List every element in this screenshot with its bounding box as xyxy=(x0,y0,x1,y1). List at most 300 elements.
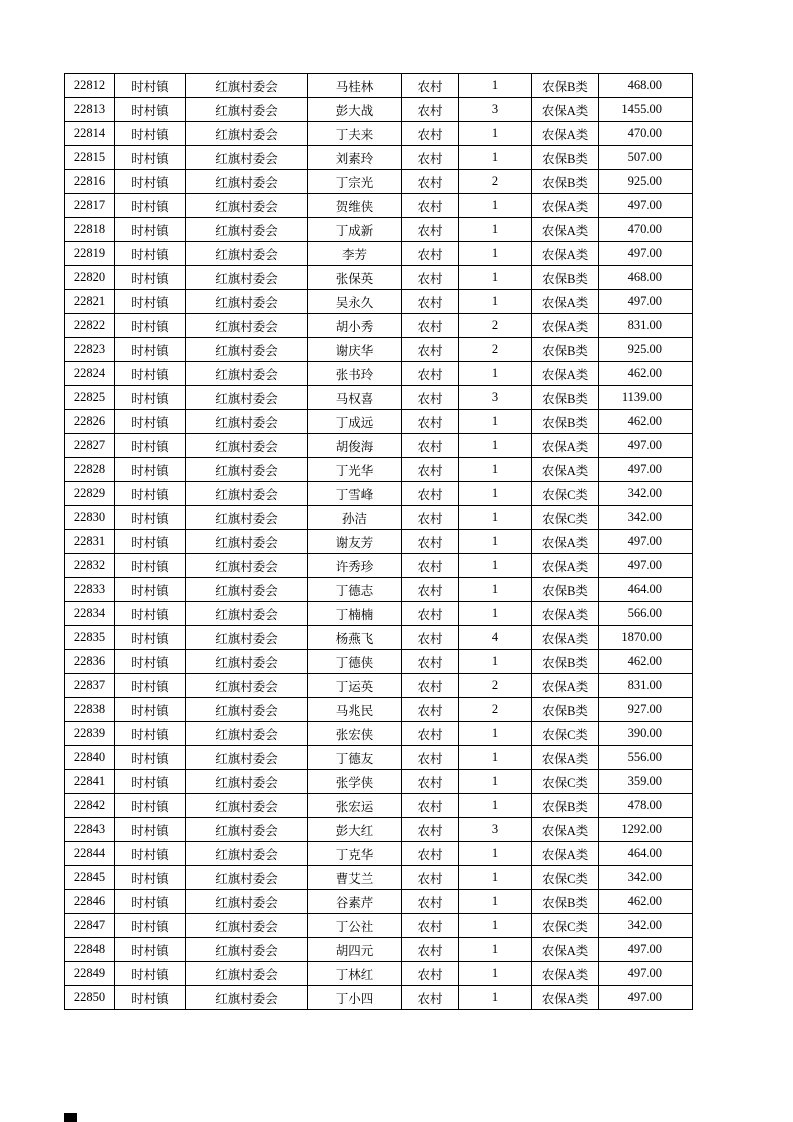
town: 时村镇 xyxy=(115,962,186,986)
amount: 359.00 xyxy=(599,770,693,794)
record-id: 22850 xyxy=(65,986,115,1010)
residence-type: 农村 xyxy=(402,218,459,242)
amount: 497.00 xyxy=(599,194,693,218)
village-committee: 红旗村委会 xyxy=(186,482,308,506)
person-count: 2 xyxy=(459,698,532,722)
table-row xyxy=(65,482,693,506)
insurance-category: 农保A类 xyxy=(532,674,599,698)
record-id: 22826 xyxy=(65,410,115,434)
table-row xyxy=(65,890,693,914)
person-name: 丁公社 xyxy=(308,914,402,938)
village-committee: 红旗村委会 xyxy=(186,938,308,962)
village-committee: 红旗村委会 xyxy=(186,266,308,290)
amount: 497.00 xyxy=(599,458,693,482)
amount: 497.00 xyxy=(599,962,693,986)
amount: 497.00 xyxy=(599,554,693,578)
person-count: 1 xyxy=(459,290,532,314)
insurance-category: 农保C类 xyxy=(532,866,599,890)
table-row xyxy=(65,506,693,530)
amount: 497.00 xyxy=(599,290,693,314)
village-committee: 红旗村委会 xyxy=(186,626,308,650)
amount: 497.00 xyxy=(599,434,693,458)
village-committee: 红旗村委会 xyxy=(186,914,308,938)
town: 时村镇 xyxy=(115,242,186,266)
amount: 470.00 xyxy=(599,218,693,242)
record-id: 22822 xyxy=(65,314,115,338)
table-row xyxy=(65,146,693,170)
person-name: 丁成新 xyxy=(308,218,402,242)
person-count: 3 xyxy=(459,386,532,410)
person-name: 丁运英 xyxy=(308,674,402,698)
table-row xyxy=(65,770,693,794)
table-row xyxy=(65,266,693,290)
amount: 831.00 xyxy=(599,314,693,338)
person-name: 马兆民 xyxy=(308,698,402,722)
person-count: 1 xyxy=(459,242,532,266)
person-count: 1 xyxy=(459,122,532,146)
insurance-category: 农保B类 xyxy=(532,890,599,914)
town: 时村镇 xyxy=(115,986,186,1010)
village-committee: 红旗村委会 xyxy=(186,674,308,698)
record-id: 22832 xyxy=(65,554,115,578)
amount: 342.00 xyxy=(599,914,693,938)
table-row xyxy=(65,626,693,650)
town: 时村镇 xyxy=(115,98,186,122)
insurance-category: 农保A类 xyxy=(532,458,599,482)
person-count: 1 xyxy=(459,962,532,986)
person-count: 1 xyxy=(459,914,532,938)
person-count: 1 xyxy=(459,722,532,746)
amount: 1139.00 xyxy=(599,386,693,410)
record-id: 22812 xyxy=(65,74,115,98)
residence-type: 农村 xyxy=(402,650,459,674)
person-name: 胡俊海 xyxy=(308,434,402,458)
person-name: 李芳 xyxy=(308,242,402,266)
person-count: 2 xyxy=(459,674,532,698)
pension-roster-table xyxy=(64,73,693,1010)
insurance-category: 农保B类 xyxy=(532,338,599,362)
residence-type: 农村 xyxy=(402,890,459,914)
table-row xyxy=(65,74,693,98)
page-corner-mark xyxy=(64,1113,77,1122)
record-id: 22833 xyxy=(65,578,115,602)
amount: 497.00 xyxy=(599,530,693,554)
amount: 831.00 xyxy=(599,674,693,698)
record-id: 22840 xyxy=(65,746,115,770)
table-row xyxy=(65,458,693,482)
amount: 566.00 xyxy=(599,602,693,626)
town: 时村镇 xyxy=(115,314,186,338)
table-row xyxy=(65,194,693,218)
town: 时村镇 xyxy=(115,746,186,770)
residence-type: 农村 xyxy=(402,194,459,218)
village-committee: 红旗村委会 xyxy=(186,506,308,530)
person-name: 丁宗光 xyxy=(308,170,402,194)
table-row xyxy=(65,602,693,626)
person-count: 1 xyxy=(459,194,532,218)
record-id: 22829 xyxy=(65,482,115,506)
town: 时村镇 xyxy=(115,914,186,938)
village-committee: 红旗村委会 xyxy=(186,386,308,410)
table-row xyxy=(65,314,693,338)
insurance-category: 农保C类 xyxy=(532,722,599,746)
person-count: 1 xyxy=(459,890,532,914)
person-count: 1 xyxy=(459,74,532,98)
person-count: 1 xyxy=(459,362,532,386)
amount: 342.00 xyxy=(599,506,693,530)
person-name: 彭大战 xyxy=(308,98,402,122)
town: 时村镇 xyxy=(115,890,186,914)
table-row xyxy=(65,410,693,434)
amount: 478.00 xyxy=(599,794,693,818)
table-row xyxy=(65,914,693,938)
person-count: 1 xyxy=(459,650,532,674)
village-committee: 红旗村委会 xyxy=(186,218,308,242)
village-committee: 红旗村委会 xyxy=(186,722,308,746)
town: 时村镇 xyxy=(115,338,186,362)
record-id: 22846 xyxy=(65,890,115,914)
residence-type: 农村 xyxy=(402,506,459,530)
village-committee: 红旗村委会 xyxy=(186,434,308,458)
table-row xyxy=(65,218,693,242)
record-id: 22838 xyxy=(65,698,115,722)
insurance-category: 农保B类 xyxy=(532,74,599,98)
person-name: 马权喜 xyxy=(308,386,402,410)
person-name: 丁楠楠 xyxy=(308,602,402,626)
table-row xyxy=(65,794,693,818)
person-count: 1 xyxy=(459,794,532,818)
town: 时村镇 xyxy=(115,818,186,842)
town: 时村镇 xyxy=(115,218,186,242)
table-row xyxy=(65,290,693,314)
residence-type: 农村 xyxy=(402,458,459,482)
town: 时村镇 xyxy=(115,938,186,962)
residence-type: 农村 xyxy=(402,170,459,194)
record-id: 22837 xyxy=(65,674,115,698)
insurance-category: 农保A类 xyxy=(532,434,599,458)
person-count: 1 xyxy=(459,938,532,962)
person-count: 1 xyxy=(459,986,532,1010)
amount: 927.00 xyxy=(599,698,693,722)
table-row xyxy=(65,434,693,458)
amount: 462.00 xyxy=(599,362,693,386)
town: 时村镇 xyxy=(115,626,186,650)
village-committee: 红旗村委会 xyxy=(186,866,308,890)
table-row xyxy=(65,650,693,674)
record-id: 22827 xyxy=(65,434,115,458)
person-name: 吴永久 xyxy=(308,290,402,314)
record-id: 22818 xyxy=(65,218,115,242)
person-name: 谷素芹 xyxy=(308,890,402,914)
residence-type: 农村 xyxy=(402,578,459,602)
person-count: 4 xyxy=(459,626,532,650)
village-committee: 红旗村委会 xyxy=(186,74,308,98)
town: 时村镇 xyxy=(115,482,186,506)
residence-type: 农村 xyxy=(402,242,459,266)
village-committee: 红旗村委会 xyxy=(186,98,308,122)
village-committee: 红旗村委会 xyxy=(186,314,308,338)
table-row xyxy=(65,938,693,962)
record-id: 22848 xyxy=(65,938,115,962)
table-row xyxy=(65,818,693,842)
person-count: 1 xyxy=(459,218,532,242)
record-id: 22845 xyxy=(65,866,115,890)
town: 时村镇 xyxy=(115,194,186,218)
record-id: 22816 xyxy=(65,170,115,194)
village-committee: 红旗村委会 xyxy=(186,146,308,170)
record-id: 22828 xyxy=(65,458,115,482)
record-id: 22834 xyxy=(65,602,115,626)
table-body xyxy=(65,74,693,1010)
amount: 925.00 xyxy=(599,338,693,362)
person-count: 1 xyxy=(459,458,532,482)
town: 时村镇 xyxy=(115,674,186,698)
town: 时村镇 xyxy=(115,530,186,554)
person-count: 1 xyxy=(459,770,532,794)
village-committee: 红旗村委会 xyxy=(186,242,308,266)
village-committee: 红旗村委会 xyxy=(186,554,308,578)
record-id: 22835 xyxy=(65,626,115,650)
amount: 1292.00 xyxy=(599,818,693,842)
insurance-category: 农保B类 xyxy=(532,578,599,602)
table-row xyxy=(65,530,693,554)
town: 时村镇 xyxy=(115,170,186,194)
amount: 462.00 xyxy=(599,890,693,914)
insurance-category: 农保C类 xyxy=(532,506,599,530)
table-row xyxy=(65,986,693,1010)
person-name: 丁林红 xyxy=(308,962,402,986)
person-count: 1 xyxy=(459,506,532,530)
amount: 468.00 xyxy=(599,74,693,98)
insurance-category: 农保A类 xyxy=(532,938,599,962)
insurance-category: 农保A类 xyxy=(532,98,599,122)
village-committee: 红旗村委会 xyxy=(186,962,308,986)
person-name: 谢庆华 xyxy=(308,338,402,362)
insurance-category: 农保A类 xyxy=(532,986,599,1010)
village-committee: 红旗村委会 xyxy=(186,890,308,914)
town: 时村镇 xyxy=(115,146,186,170)
person-count: 1 xyxy=(459,602,532,626)
residence-type: 农村 xyxy=(402,482,459,506)
insurance-category: 农保B类 xyxy=(532,266,599,290)
insurance-category: 农保B类 xyxy=(532,698,599,722)
person-name: 张书玲 xyxy=(308,362,402,386)
residence-type: 农村 xyxy=(402,290,459,314)
town: 时村镇 xyxy=(115,290,186,314)
person-name: 丁小四 xyxy=(308,986,402,1010)
person-count: 2 xyxy=(459,314,532,338)
town: 时村镇 xyxy=(115,770,186,794)
insurance-category: 农保A类 xyxy=(532,602,599,626)
person-count: 1 xyxy=(459,866,532,890)
table-row xyxy=(65,170,693,194)
residence-type: 农村 xyxy=(402,314,459,338)
table-row xyxy=(65,242,693,266)
person-name: 许秀珍 xyxy=(308,554,402,578)
person-name: 刘素玲 xyxy=(308,146,402,170)
village-committee: 红旗村委会 xyxy=(186,986,308,1010)
amount: 390.00 xyxy=(599,722,693,746)
amount: 462.00 xyxy=(599,650,693,674)
person-name: 杨燕飞 xyxy=(308,626,402,650)
town: 时村镇 xyxy=(115,842,186,866)
person-name: 马桂林 xyxy=(308,74,402,98)
residence-type: 农村 xyxy=(402,554,459,578)
amount: 342.00 xyxy=(599,482,693,506)
village-committee: 红旗村委会 xyxy=(186,194,308,218)
insurance-category: 农保C类 xyxy=(532,482,599,506)
insurance-category: 农保A类 xyxy=(532,242,599,266)
table-row xyxy=(65,338,693,362)
person-name: 丁光华 xyxy=(308,458,402,482)
table-row xyxy=(65,578,693,602)
table-row xyxy=(65,842,693,866)
village-committee: 红旗村委会 xyxy=(186,650,308,674)
village-committee: 红旗村委会 xyxy=(186,578,308,602)
table-row xyxy=(65,674,693,698)
insurance-category: 农保B类 xyxy=(532,386,599,410)
person-count: 1 xyxy=(459,146,532,170)
insurance-category: 农保A类 xyxy=(532,314,599,338)
residence-type: 农村 xyxy=(402,410,459,434)
person-count: 1 xyxy=(459,482,532,506)
insurance-category: 农保A类 xyxy=(532,290,599,314)
insurance-category: 农保B类 xyxy=(532,410,599,434)
person-count: 1 xyxy=(459,434,532,458)
amount: 462.00 xyxy=(599,410,693,434)
amount: 464.00 xyxy=(599,842,693,866)
residence-type: 农村 xyxy=(402,938,459,962)
table-row xyxy=(65,866,693,890)
town: 时村镇 xyxy=(115,362,186,386)
table-row xyxy=(65,122,693,146)
person-name: 张宏运 xyxy=(308,794,402,818)
insurance-category: 农保A类 xyxy=(532,746,599,770)
person-name: 彭大红 xyxy=(308,818,402,842)
person-name: 孙洁 xyxy=(308,506,402,530)
insurance-category: 农保C类 xyxy=(532,770,599,794)
village-committee: 红旗村委会 xyxy=(186,746,308,770)
residence-type: 农村 xyxy=(402,362,459,386)
person-name: 谢友芳 xyxy=(308,530,402,554)
residence-type: 农村 xyxy=(402,770,459,794)
town: 时村镇 xyxy=(115,794,186,818)
amount: 925.00 xyxy=(599,170,693,194)
insurance-category: 农保B类 xyxy=(532,170,599,194)
town: 时村镇 xyxy=(115,434,186,458)
residence-type: 农村 xyxy=(402,266,459,290)
record-id: 22839 xyxy=(65,722,115,746)
record-id: 22844 xyxy=(65,842,115,866)
village-committee: 红旗村委会 xyxy=(186,842,308,866)
residence-type: 农村 xyxy=(402,74,459,98)
village-committee: 红旗村委会 xyxy=(186,458,308,482)
town: 时村镇 xyxy=(115,650,186,674)
residence-type: 农村 xyxy=(402,530,459,554)
record-id: 22819 xyxy=(65,242,115,266)
residence-type: 农村 xyxy=(402,98,459,122)
person-count: 3 xyxy=(459,818,532,842)
person-name: 张学侠 xyxy=(308,770,402,794)
residence-type: 农村 xyxy=(402,602,459,626)
person-count: 1 xyxy=(459,578,532,602)
record-id: 22821 xyxy=(65,290,115,314)
person-count: 3 xyxy=(459,98,532,122)
village-committee: 红旗村委会 xyxy=(186,794,308,818)
person-name: 贺维侠 xyxy=(308,194,402,218)
person-name: 丁德友 xyxy=(308,746,402,770)
residence-type: 农村 xyxy=(402,722,459,746)
village-committee: 红旗村委会 xyxy=(186,602,308,626)
town: 时村镇 xyxy=(115,698,186,722)
record-id: 22814 xyxy=(65,122,115,146)
amount: 1870.00 xyxy=(599,626,693,650)
record-id: 22831 xyxy=(65,530,115,554)
amount: 464.00 xyxy=(599,578,693,602)
town: 时村镇 xyxy=(115,578,186,602)
village-committee: 红旗村委会 xyxy=(186,410,308,434)
residence-type: 农村 xyxy=(402,986,459,1010)
residence-type: 农村 xyxy=(402,962,459,986)
residence-type: 农村 xyxy=(402,866,459,890)
person-name: 曹艾兰 xyxy=(308,866,402,890)
amount: 1455.00 xyxy=(599,98,693,122)
residence-type: 农村 xyxy=(402,674,459,698)
residence-type: 农村 xyxy=(402,698,459,722)
village-committee: 红旗村委会 xyxy=(186,698,308,722)
person-name: 胡小秀 xyxy=(308,314,402,338)
town: 时村镇 xyxy=(115,386,186,410)
insurance-category: 农保A类 xyxy=(532,554,599,578)
residence-type: 农村 xyxy=(402,794,459,818)
record-id: 22842 xyxy=(65,794,115,818)
residence-type: 农村 xyxy=(402,914,459,938)
town: 时村镇 xyxy=(115,410,186,434)
person-count: 2 xyxy=(459,338,532,362)
person-name: 胡四元 xyxy=(308,938,402,962)
village-committee: 红旗村委会 xyxy=(186,530,308,554)
table-row xyxy=(65,98,693,122)
town: 时村镇 xyxy=(115,554,186,578)
person-count: 1 xyxy=(459,842,532,866)
table-row xyxy=(65,698,693,722)
residence-type: 农村 xyxy=(402,746,459,770)
insurance-category: 农保A类 xyxy=(532,842,599,866)
residence-type: 农村 xyxy=(402,146,459,170)
person-count: 1 xyxy=(459,554,532,578)
table-row xyxy=(65,746,693,770)
village-committee: 红旗村委会 xyxy=(186,770,308,794)
person-count: 1 xyxy=(459,746,532,770)
town: 时村镇 xyxy=(115,866,186,890)
person-name: 丁德侠 xyxy=(308,650,402,674)
insurance-category: 农保A类 xyxy=(532,962,599,986)
record-id: 22849 xyxy=(65,962,115,986)
record-id: 22836 xyxy=(65,650,115,674)
amount: 468.00 xyxy=(599,266,693,290)
person-name: 张宏侠 xyxy=(308,722,402,746)
amount: 497.00 xyxy=(599,938,693,962)
person-count: 1 xyxy=(459,530,532,554)
record-id: 22841 xyxy=(65,770,115,794)
town: 时村镇 xyxy=(115,266,186,290)
record-id: 22817 xyxy=(65,194,115,218)
village-committee: 红旗村委会 xyxy=(186,362,308,386)
person-count: 1 xyxy=(459,410,532,434)
town: 时村镇 xyxy=(115,74,186,98)
person-name: 张保英 xyxy=(308,266,402,290)
insurance-category: 农保C类 xyxy=(532,914,599,938)
